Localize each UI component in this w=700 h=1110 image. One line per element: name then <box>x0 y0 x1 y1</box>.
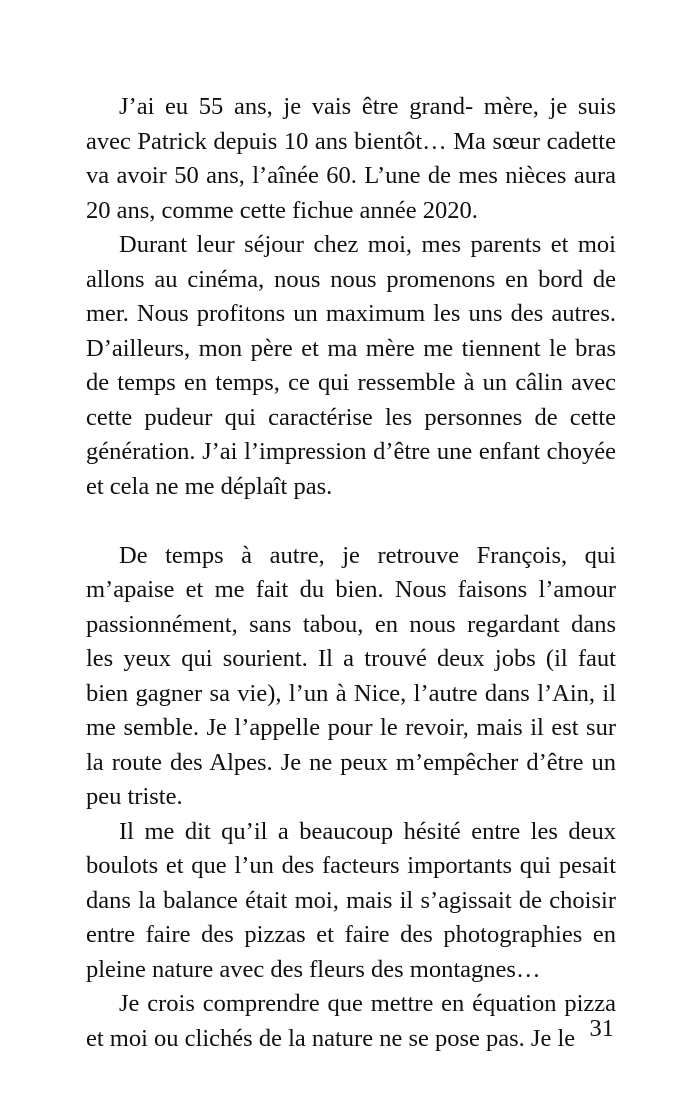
section-break <box>86 504 616 539</box>
body-text <box>86 90 616 1056</box>
paragraph-2: Durant leur séjour chez moi, mes parents et moi allons au cinéma, nous nous promenons en bord de mer. Nous profitons un maximum les uns des autres. D’ailleurs, mon père et ma mère me tiennent le bras de temps en temps, ce qui ressemble à un câlin avec cette pudeur qui caractérise les personnes de cette génération. J’ai l’impression d’être une enfant choyée et cela ne me déplaît pas. <box>86 231 616 500</box>
paragraph-3: De temps à autre, je retrouve François, qui m’apaise et me fait du bien. Nous faisons l’amour passionnément, sans tabou, en nous regardant dans les yeux qui sourient. Il a trouvé deux jobs (il faut bien gagner sa vie), l’un à Nice, l’autre dans l’Ain, il me semble. Je l’appelle pour le revoir, mais il est sur la route des Alpes. Je ne peux m’empêcher d’être un peu triste. <box>86 541 616 810</box>
paragraph-1: J’ai eu 55 ans, je vais être grand- mère, je suis avec Patrick depuis 10 ans bientôt… Ma sœur cadette va avoir 50 ans, l’aînée 60. L’une de mes nièces aura 20 ans, comme cette fichue année 2020. <box>86 93 616 224</box>
paragraph-4: Il me dit qu’il a beaucoup hésité entre les deux boulots et que l’un des facteurs importants qui pesait dans la balance était moi, mais il s’agissait de choisir entre faire des pizzas et faire des photographies en pleine nature avec des fleurs des montagnes… <box>86 817 616 983</box>
paragraph-5: Je crois comprendre que mettre en équation pizza et moi ou clichés de la nature ne se pose pas. Je le <box>86 990 616 1052</box>
page-number: 31 <box>589 1015 614 1042</box>
